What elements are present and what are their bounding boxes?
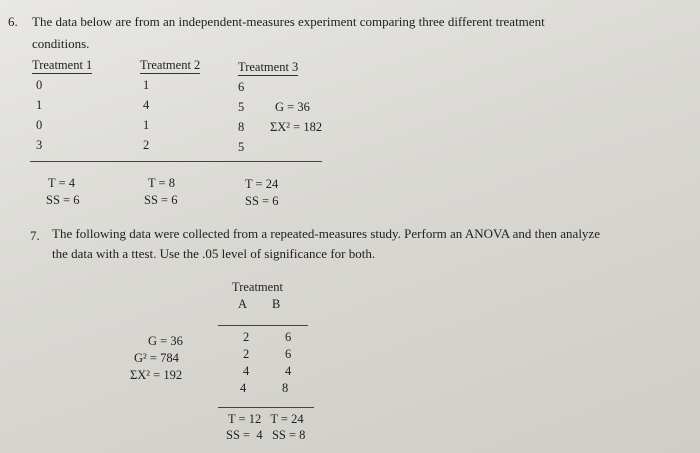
q6-grand-total: G = 36 xyxy=(275,100,310,114)
q6-c1-r2: 1 xyxy=(36,98,43,112)
q6-t2-total: T = 8 xyxy=(148,176,175,190)
q6-c2-r3: 1 xyxy=(143,118,150,132)
q7-a-r2: 2 xyxy=(243,347,250,361)
q7-b-r2: 6 xyxy=(285,347,292,361)
q7-prompt-line1: The following data were collected from a repeated-measures study. Perform an ANOVA and then analyze xyxy=(52,226,600,241)
q6-t1-ss: SS = 6 xyxy=(46,193,80,207)
q6-t3-total: T = 24 xyxy=(245,177,279,191)
q7-b-r3: 4 xyxy=(285,364,292,378)
q6-c3-r2: 5 xyxy=(238,100,245,114)
q7-ss-row: SS = 4 SS = 8 xyxy=(226,428,306,442)
q6-c1-r3: 0 xyxy=(36,118,43,132)
q6-c3-r3: 8 xyxy=(238,120,245,134)
q6-c2-r4: 2 xyxy=(143,138,150,152)
q7-b-r1: 6 xyxy=(285,330,292,344)
q6-t2-ss: SS = 6 xyxy=(144,193,178,207)
q6-t1-total: T = 4 xyxy=(48,176,75,190)
q6-t3-ss: SS = 6 xyxy=(245,194,279,208)
q7-prompt-line2: the data with a ttest. Use the .05 level of significance for both. xyxy=(52,246,376,261)
q6-prompt-line2: conditions. xyxy=(32,36,90,51)
q6-divider xyxy=(30,161,322,162)
q7-treatment-label: Treatment xyxy=(232,280,283,294)
q6-c3-r1: 6 xyxy=(238,80,245,94)
q6-c1-r1: 0 xyxy=(36,78,43,92)
q7-top-divider xyxy=(218,325,308,326)
q6-header-treatment3: Treatment 3 xyxy=(238,60,299,74)
q7-b-r4: 8 xyxy=(282,381,289,395)
q7-totals-row: T = 12 T = 24 xyxy=(228,412,304,426)
q6-c2-r2: 4 xyxy=(143,98,150,112)
q6-c2-r1: 1 xyxy=(143,78,150,92)
q7-g-squared: G² = 784 xyxy=(134,351,179,365)
q7-grand-total: G = 36 xyxy=(148,334,183,348)
q6-number: 6. xyxy=(8,14,18,29)
q7-a-r3: 4 xyxy=(243,364,250,378)
q7-number: 7. xyxy=(30,228,40,243)
q7-sum-x-squared: ΣX² = 192 xyxy=(130,368,183,382)
q6-prompt-line1: The data below are from an independent-measures experiment comparing three different treatment xyxy=(32,14,545,29)
q7-col-label-a: A xyxy=(238,297,248,311)
q7-col-label-b: B xyxy=(272,297,281,311)
q7-a-r4: 4 xyxy=(240,381,247,395)
q7-bottom-divider xyxy=(218,407,314,408)
q6-header-treatment2: Treatment 2 xyxy=(140,58,201,72)
q6-header-treatment1: Treatment 1 xyxy=(32,58,93,72)
q6-c1-r4: 3 xyxy=(36,138,43,152)
q6-sum-x-squared: ΣX² = 182 xyxy=(270,120,323,134)
q6-c3-r4: 5 xyxy=(238,140,245,154)
q7-a-r1: 2 xyxy=(243,330,250,344)
